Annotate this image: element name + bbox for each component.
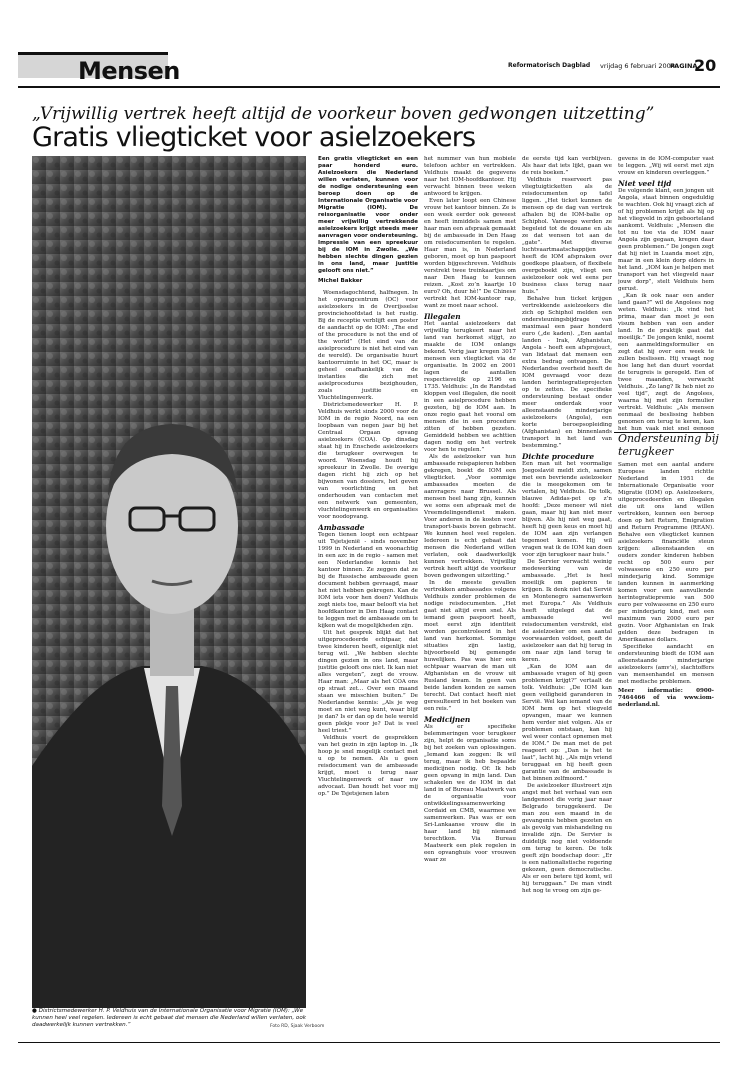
paragraph: De asielzoeker illustreert zijn angst met het verhaal van een landgenoot die vorig jaar naar Belgrado teruggekeerd. De man zou een maand in de gevangenis hebben gezeten en als gevolg van mishandeling nu invalide zijn. De Servier is duidelijk nog niet voldoende om terug te keren. De tolk geeft zijn boodschap door: „Er is een nationalistische regering gekozen, geen democratische. Als er een betere tijd komt, wil hij teruggaan.” De man vindt het nog te vroeg om zijn ge- bbox=[522, 783, 612, 894]
section-title: Mensen bbox=[78, 57, 180, 85]
page-number: 20 bbox=[694, 56, 717, 75]
paragraph: De Servier verwacht weinig medewerking van de ambassade. „Het is heel moeilijk om papieren te krijgen. Ik denk niet dat Servië en Montenegro samenwerken met Europa.” Als Veldhuis heeft uitgelegd dat de ambassade wel reisdocumenten verstrekt, eist de asielzoeker om een aantal voorwaarden voldoet, geeft de asielzoeker aan dat hij terug in om naar zijn land terug te keren. bbox=[522, 559, 612, 663]
paragraph: Het aantal asielzoekers dat vrijwillig terugkeert naar het land van herkomst stijgt, zo maakte de IOM onlangs bekend. Vorig jaar kregen 3017 mensen een vliegticket via de organisatie. In 2002 en 2001 lagen de aantallen respectievelijk op 2196 en 1735. Veldhuis: „In de Randstad kloppen veel illegalen, die nooit in een asielprocedure hebben gezeten, bij de IOM aan. In onze regio gaat het vooral om mensen die in een procedure zitten of hebben gezeten. Gemiddeld hebben we achttien dagen nodig om het vertrek voor hen te regelen.” bbox=[424, 321, 516, 453]
article1-column-3 bbox=[522, 156, 612, 1022]
article1-author: Michel Bakker bbox=[318, 278, 363, 284]
paragraph: Behalve hun ticket krijgen vertrekkende asielzoekers die zich op Schiphol melden een ondersteuningsbijdrage van maximaal een paar honderd euro („de kaden). „Een aantal landen - Irak, Afghanistan, Angola - heeft een afsprojouct, van lidstaat dat mensen een extra bedrag ontvangen. De Nederlandse overheid heeft de IOM gevraagd voor deze landen herintegratieprojecten op te zetten. De specifieke ondersteuning bestaat onder meer onderdak voor alleenstaande minderjarige asielzoekers (Angola), een korte beroepsopleiding (Afghanistan) en binnenlands transport in het land van bestemming.” bbox=[522, 296, 612, 449]
article1-headline: Gratis vliegticket voor asielzoekers bbox=[32, 122, 476, 153]
paragraph: Tegen tienen loopt een echtpaar uit Tsjetsjenië - sinds november 1999 in Nederland en woonachtig in een azc in de regio - samen met een Nederlandse kennis het kantoor binnen. Ze zeggen dat ze bij de Russische ambassade geen document hebben gevraagd, maar het niet hebben gekregen. Kan de IOM iets voor hen doen? Veldhuis zegt niets toe, maar belooft via het hoofdkantoor in Den Haag contact te leggen met de ambassade om te kijken wat de mogelijkheden zijn. bbox=[318, 532, 418, 629]
article-divider bbox=[18, 1042, 720, 1043]
paragraph: Als de asielzoeker van hun ambassade reispapieren hebben gekregen, boekt de IOM een vliegticket. „Voor sommige ambassades moeten de aanvragers naar Brussel. Als mensen heel hang zijn, kunnen we soms een afspraak met de Vreemdelingendienst maken. Voor anderen in de kosten voor transport-basis boven gebracht. We kunnen heel veel regelen. Iedereen is echt gebaat dat mensen die Nederland willen verlaten, ook daadwerkelijk kunnen vertrekken. Vrijwillig vertrek heeft altijd de voorkeur boven gedwongen uitzetting.” bbox=[424, 454, 516, 579]
subheading-ambassade: Ambassade bbox=[318, 523, 365, 532]
paragraph: Samen met een aantal andere Europese landen richtte Nederland in 1951 de Internationale Organisatie voor Migratie (IOM) op. Asielzoekers, uitgeprocedeerden en illegalen die uit ons land willen vertrekken, kunnen een beroep doen op het Return, Emigration and Return Programme (REAN). Behalve een vliegticket kunnen asielzoekers financiële steun krijgen: alleenstaanden en ouders zonder kinderen hebben recht op 500 euro per volwassene en 250 euro per minderjarig kind. Sommige landen kunnen in aanmerking komen voor een aanvullende herintegratiepremie van 500 euro per volwassene en 250 euro per minderjarig kind, met een maximum van 2000 euro per gezin. Voor Afghanistan en Irak gelden deze bedragen in Amerikaanse dollars. bbox=[618, 462, 714, 643]
page-label: PAGINA bbox=[670, 62, 698, 70]
paragraph: „Kan ik ook naar een ander land gaan?” wil de Angolees nog weten. Veldhuis: „Ik vind het prima, maar dan moet je een visum hebben van een ander land. In de praktijk gaat dat moeilijk.” De jongen knikt, noemt een aanmeldingsformulier en zegt dat hij over een week te zullen beslissen. Hij vraagt nog hoe lang het dan duurt voordat de terugreis is geregeld. Een of twee maanden, verwacht Veldhuis. „Zo lang? Ik heb niet zo veel tijd”, zegt de Angolees, waarna hij met zijn formulier vertrekt. Veldhuis: „Als mensen eenmaal de beslissing hebben genomen om terug te keren, kan het hun vaak niet snel genoeg bbox=[618, 293, 714, 430]
caption-text: Districtsmedewerker H. P. Veldhuis van de Internationale Organisatie voor Migratie (IOM): „We kunnen heel veel regelen. Iedereen is echt gebaat dat mensen die Nederland willen verlaten, ook daadwerkelijk kunnen vertrekken.” bbox=[32, 1008, 307, 1028]
sidebar-more-info: Meer informatie: 0900-7464466 of via www.iom-nederland.nl. bbox=[618, 688, 714, 708]
paragraph: Uit het gesprek blijkt dat het uitgeprocedeerde echtpaar, dat twee kinderen heeft, eigenlijk niet terug wil. „We hebben slechte dingen gezien in ons land, maar justitie gelooft ons niet. Ik kan niet alles vergeten”, zegt de vrouw. Haar man: „Maar als het COA ons op straat zet... Over een maand staan we misschien buiten.” De Nederlandse kennis: „Als je weg moet en niet weg kunt, waar blijf je dan? Is er dan op de hele wereld geen plekje voor je? Dat is veel heel triest.” bbox=[318, 630, 418, 734]
paragraph: Een man uit het voormalige Joegoslavië meldt zich, samen met een bevriende asielzoeker die is meegekomen om te vertalen, bij Veldhuis. De tolk, blauwe Adidas-pet op z’n hoofd: „Deze meneer wil niet gaan, maar hij kan niet meer blijven. Als hij niet weg gaat, heeft hij geen keus en moet hij de IOM aan zijn verlangen tegemoet komen. Hij wil vragen wat ik de IOM kan doen voor zijn terugkeer naar huis.” bbox=[522, 461, 612, 558]
paragraph: Veldhuis reserveert pas vliegtuigticketten als de reisdocumenten op tafel liggen. „Het ticket kunnen de mensen op de dag van vertrek afhalen bij de IOM-balie op Schiphol. Vanwege werden ze begeleid tot de douane en als ze dat wensen tot aan de „gate”. Met diverse luchtvaartmaatschappijen heeft de IOM afspraken over goedkope plaatsen, of flexibele overgeboekt zijn, vliegt een asielzoeker ook wel eens per business class terug naar huis.” bbox=[522, 177, 612, 295]
portrait-photo-image bbox=[32, 156, 306, 1008]
paragraph: Als er specifieke belemmeringen voor terugkeer zijn, helpt de organisatie soms bij het zoeken van oplossingen. „Iemand kan zeggen: Ik wil terug, maar ik heb bepaalde medicijnen nodig. Of: Ik heb geen opvang in mijn land. Dan schakelen we de IOM in dat land in of Bureau Maatwerk van de organisatie voor ontwikkelingssamenwerking Cordaid en CMB, waarmee we samenwerken. Pas was er een Sri-Lankaanse vrouw die in haar land bij niemand terechtkon. Via Bureau Maatwerk een plek regelen in een opvanghuis voor vrouwen waar ze bbox=[424, 724, 516, 863]
sidebar-title: Ondersteuning bij terugkeer bbox=[618, 432, 719, 458]
paragraph: In de meeste gevallen vertrekken ambassades volgens Veldhuis zonder problemen de nodige reisdocumenten. „Het gaat niet altijd even snel. Als iemand geen paspoort heeft, moet eerst zijn identiteit worden gecontroleerd in het land van herkomst. Sommige situaties zijn lastig, bijvoorbeeld bij gemengde huwelijken. Pas was hier een echtpaar waarvan de man uit Afghanistan en de vrouw uit Rusland kwam. In geen van beide landen konden ze samen terecht. Dat contact heeft niet geresulteerd in het boeken van een reis.” bbox=[424, 580, 516, 712]
article1-lead: Een gratis vliegticket en een paar honderd euro. Asielzoekers die Nederland willen verlaten, kunnen voor de nodige ondersteuning een beroep doen op de Internationale Organisatie voor Migratie (IOM). De reisorganisatie voor onder meer vrijwillig vertrekkende asielzoekers krijgt steeds meer aanvragen voor ondersteuning. Impressie van een spreekuur bij de IOM in Zwolle. „We hebben slechte dingen gezien in ons land, maar justitie gelooft ons niet.” bbox=[318, 156, 418, 274]
publication-name: Reformatorisch Dagblad bbox=[508, 62, 591, 69]
paragraph: Woensdagochtend, halfnegen. In het opvangcentrum (OC) voor asielzoekers in de Overijsselse provinciehoofdstad is het rustig. Bij de receptie verblijft een poster de aandacht op de IOM: „The end of the procedure is not the end of the world” (Het eind van de asielprocedure is niet het eind van de wereld). De organisatie huurt kantoorruimte in het OC, maar is geheel onafhankelijk van de instanties die zich met asielprocedures bezighouden, zoals justitie en Vluchtelingenwerk. bbox=[318, 290, 418, 401]
paragraph: De volgende klant, een jongen uit Angola, staat binnen ongeduldig te wachten. Ook hij vraagt zich af of hij problemen krijgt als hij op het vliegveld in zijn geboorteland aankomt. Veldhuis: „Mensen die tot nu toe via de IOM naar Angola zijn gegaan, kregen daar geen problemen.” De jongen zegt dat hij niet in Luanda moet zijn, maar in een klein dorp elders in het land. „IOM kan je helpen met transport van het vliegveld naar jouw dorp”, stelt Veldhuis hem gerust. bbox=[618, 188, 714, 292]
paragraph: het nummer van hun mobiele telefoon achter en vertrekken. Veldhuis maakt de gegevens naar het IOM-hoofdkantoor. Hij verwacht binnen twee weken antwoord te krijgen. bbox=[424, 156, 516, 197]
paragraph: Specifieke aandacht en ondersteuning biedt de IOM aan alleenstaande minderjarige asielzoekers (amv’s), slachtoffers van mensenhandel en mensen met medische problemen. bbox=[618, 644, 714, 685]
paragraph: de eerste tijd kan verblijven. Als haar dat iets lijkt, gaan we de reis boeken.” bbox=[522, 156, 612, 176]
subheading-medicijnen: Medicijnen bbox=[424, 715, 471, 724]
issue-date: vrijdag 6 februari 2004 bbox=[600, 62, 675, 70]
subheading-niet-veel-tijd: Niet veel tijd bbox=[618, 179, 672, 188]
article1-column-1 bbox=[318, 156, 418, 1022]
article1-photo bbox=[32, 156, 306, 1008]
article1-photo-caption bbox=[32, 1008, 306, 1029]
caption-bullet: ● bbox=[32, 1008, 39, 1014]
paragraph: Veldhuis voert de gesprekken van het gezin in zijn laptop in. „Ik hoop je snel mogelijk contact met u op te nemen. Als u geen reisdocument van de ambassade krijgt, moet u terug naar Vluchtelingenwerk of naar uw advocaat. Dan houdt het voor mij op.” De Tsjetsjenen laten bbox=[318, 735, 418, 797]
subheading-dichte-procedure: Dichte procedure bbox=[522, 452, 595, 461]
article1-kicker: „Vrijwillig vertrek heeft altijd de voorkeur boven gedwongen uitzetting” bbox=[32, 104, 655, 124]
paragraph: gevens in de IOM-computer vast te leggen. „Wij wil eerst met zijn vrouw en kinderen overleggen.” bbox=[618, 156, 714, 176]
article1-photo-credit: Foto RD, Sjaak Verboom bbox=[270, 1024, 325, 1029]
article1-column-4 bbox=[618, 156, 714, 430]
article1-column-2 bbox=[424, 156, 516, 1022]
masthead-rule bbox=[18, 86, 720, 88]
subheading-illegalen: Illegalen bbox=[424, 312, 461, 321]
paragraph: Even later loopt een Chinese vrouw het kantoor binnen. Ze is een week eerder ook geweest en heeft inmiddels samen met haar man een afspraak gemaakt bij de ambassade in Den Haag om reisdocumenten te regelen. Haar man is, in Nederland geboren, moet op hun paspoort worden bijgeschreven. Veldhuis verstrekt twee treinkaartjes om naar Den Haag te kunnen reizen. „Kost zo’n kaartje 10 euro? Oh, duur hè!” De Chinese vertrekt het IOM-kantoor rap, want ze moet naar school. bbox=[424, 198, 516, 309]
paragraph: Districtsmedewerker H. P. Veldhuis werkt sinds 2000 voor de IOM in de regio Noord, na een loopbaan van negen jaar bij het Centraal Orgaan opvang asielzoekers (COA). Op dinsdag staat hij in Enschede asielzoekers die terugkeer overwegen te woord. Woensdag houdt hij spreekuur in Zwolle. De overige dagen richt hij zich op het bijwonen van dossiers, het geven van voorlichting en het onderhouden van contacten met een netwerk van gemeenten, vluchtelingenwerk en organisaties voor noodopvang. bbox=[318, 402, 418, 520]
paragraph: „Kan de IOM aan de ambassade vragen of hij geen problemen krijgt?” vertaalt de tolk. Veldhuis: „De IOM kan geen veiligheid garanderen in Servië. Wel kan iemand van de IOM hem op het vliegveld opvangen, maar we kunnen hem verder niet volgen. Als er problemen ontstaan, kan hij wel weer contact opnemen met de IOM.” De man met de pet reageert op: „Dan is het te laat”, lacht hij. „Als mijn vriend teruggaat en hij heeft geen garantie van de ambassade is het binnen zelfmoord.” bbox=[522, 664, 612, 782]
sidebar-body bbox=[618, 462, 714, 1022]
